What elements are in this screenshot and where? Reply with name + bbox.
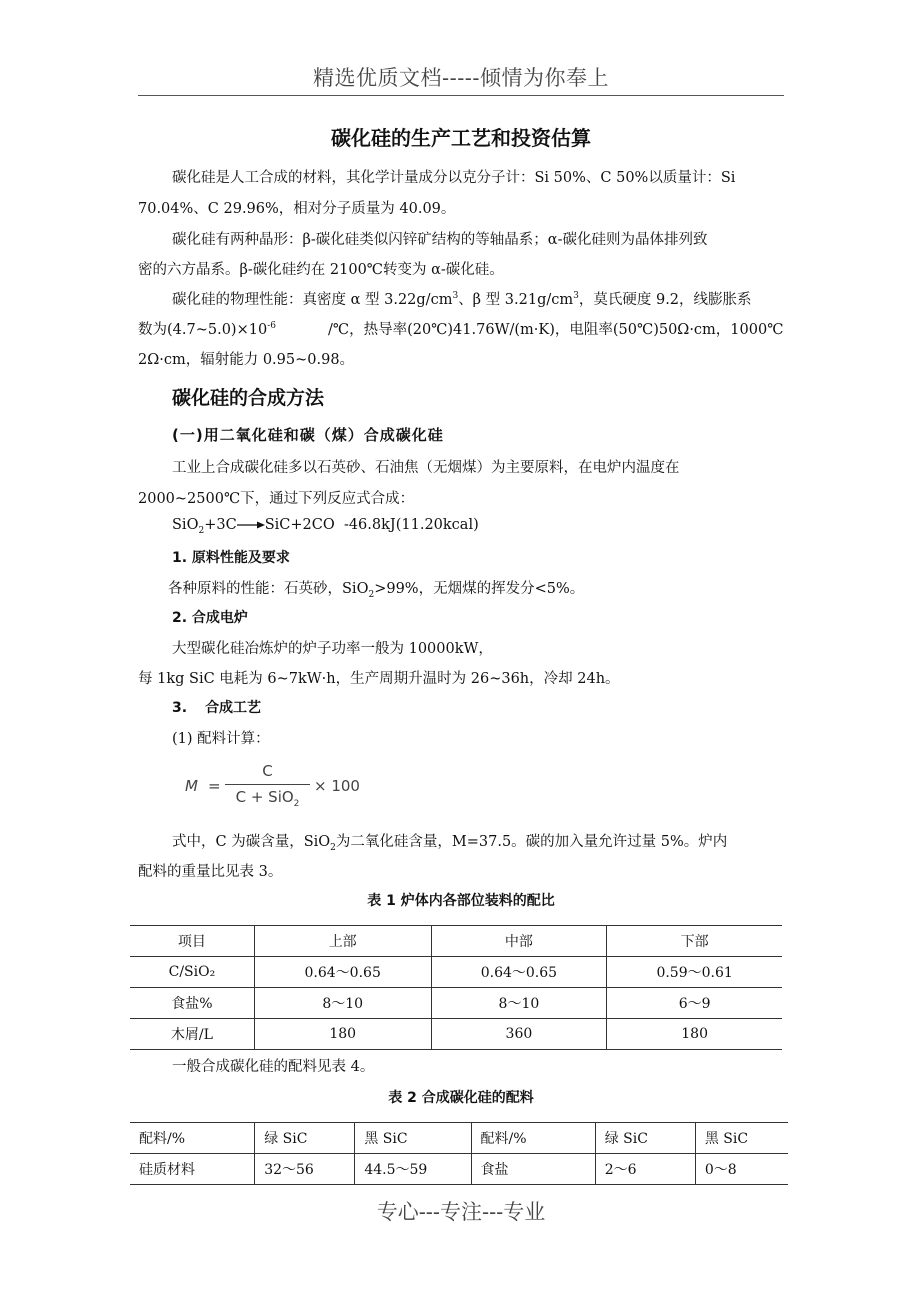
- item3-sub1: (1) 配料计算：: [172, 731, 270, 747]
- formula-denominator: C + SiO$_2$: [235, 788, 300, 809]
- table-cell: 0.59～0.61: [607, 957, 782, 988]
- table-cell: 180: [607, 1019, 782, 1050]
- para3-line3: 2Ω·cm，辐射能力 0.95~0.98。: [138, 352, 355, 368]
- table-cell: 木屑/L: [130, 1019, 254, 1050]
- subsection-title: (一)用二氧化硅和碳（煤）合成碳化硅: [172, 426, 444, 444]
- formula-equals: =: [208, 777, 221, 795]
- section-title: 碳化硅的合成方法: [172, 387, 325, 409]
- table-cell: 黑 SiC: [355, 1123, 471, 1154]
- para1-line1: 碳化硅是人工合成的材料，其化学计量成分以克分子计：Si 50%、C 50%以质量计：Si: [172, 170, 736, 186]
- item2-line2: 每 1kg SiC 电耗为 6~7kW·h，生产周期升温时为 26~36h，冷却 24h。: [138, 671, 620, 687]
- table-header-row: [130, 1123, 788, 1154]
- table-row: [130, 957, 782, 988]
- table-cell: 0～8: [695, 1154, 788, 1185]
- table-cell: 0.64～0.65: [431, 957, 607, 988]
- table-cell: 8～10: [254, 988, 431, 1019]
- table-cell: 绿 SiC: [595, 1123, 695, 1154]
- table-cell: 下部: [607, 926, 782, 957]
- para3-line1: 碳化硅的物理性能：真密度 α 型 $3.22g/cm^3$、β 型 $3.21g/cm^3$，莫氏硬度 9.2，线膨胀系: [172, 291, 752, 308]
- table-cell: C/SiO₂: [130, 957, 254, 988]
- table2: [130, 1122, 788, 1185]
- para4-line1: 工业上合成碳化硅多以石英砂、石油焦（无烟煤）为主要原料，在电炉内温度在: [172, 460, 680, 476]
- table-header-row: [130, 926, 782, 957]
- table-cell: 6～9: [607, 988, 782, 1019]
- item2-heading: 2. 合成电炉: [172, 610, 248, 626]
- table-row: [130, 988, 782, 1019]
- page-footer: 专心---专注---专业: [376, 1200, 546, 1224]
- item1-heading: 1. 原料性能及要求: [172, 550, 290, 566]
- table-cell: 32～56: [255, 1154, 355, 1185]
- table-cell: 食盐: [471, 1154, 595, 1185]
- table-cell: 中部: [431, 926, 607, 957]
- para4-line2: 2000~2500℃下，通过下列反应式合成：: [138, 491, 415, 507]
- para6: 一般合成碳化硅的配料见表 4。: [172, 1059, 375, 1075]
- table-cell: 8～10: [431, 988, 607, 1019]
- ratio-formula: [180, 760, 380, 812]
- para2-line2: 密的六方晶系。β-碳化硅约在 2100℃转变为 α-碳化硅。: [138, 262, 504, 278]
- page-header: 精选优质文档-----倾情为你奉上: [313, 66, 609, 90]
- para3-line2: 数为$(4.7\sim 5.0)\times 10^{-6}$ /℃，热导率(20℃)41.76W/(m·K)，电阻率(50℃)50Ω·cm，1000℃: [138, 321, 784, 338]
- para2-line1: 碳化硅有两种晶形：β-碳化硅类似闪锌矿结构的等轴晶系；α-碳化硅则为晶体排列致: [172, 232, 708, 248]
- table-cell: 黑 SiC: [695, 1123, 788, 1154]
- table2-caption: 表 2 合成碳化硅的配料: [388, 1090, 534, 1106]
- document-title: 碳化硅的生产工艺和投资估算: [331, 126, 591, 150]
- table-cell: 0.64～0.65: [254, 957, 431, 988]
- table1: [130, 925, 782, 1050]
- formula-lhs: M: [185, 777, 198, 795]
- table-cell: 项目: [130, 926, 254, 957]
- table-cell: 44.5～59: [355, 1154, 471, 1185]
- para5-line1: 式中，C 为碳含量，SiO$_2$为二氧化硅含量，M=37.5。碳的加入量允许过量 5%。炉内: [172, 834, 728, 853]
- table1-caption: 表 1 炉体内各部位装料的配比: [367, 893, 555, 909]
- table-cell: 180: [254, 1019, 431, 1050]
- table-cell: 硅质材料: [130, 1154, 255, 1185]
- item1-text: 各种原料的性能：石英砂，SiO$_2$>99%，无烟煤的挥发分<5%。: [168, 581, 585, 600]
- reaction-equation: SiO$_2$+3C SiC+2CO -46.8kJ(11.20kcal): [172, 517, 479, 536]
- table-cell: 360: [431, 1019, 607, 1050]
- formula-fraction-bar: [225, 784, 310, 785]
- item2-line1: 大型碳化硅冶炼炉的炉子功率一般为 10000kW，: [172, 641, 493, 657]
- header-rule: [138, 95, 784, 96]
- table-cell: 2～6: [595, 1154, 695, 1185]
- para5-line2: 配料的重量比见表 3。: [138, 864, 283, 880]
- table-cell: 配料/%: [471, 1123, 595, 1154]
- table-row: [130, 1154, 788, 1185]
- table-cell: 上部: [254, 926, 431, 957]
- table-cell: 绿 SiC: [255, 1123, 355, 1154]
- table-cell: 食盐%: [130, 988, 254, 1019]
- reaction-arrow-icon: [237, 520, 265, 530]
- item3-heading: 3. 合成工艺: [172, 700, 262, 716]
- formula-multiplier: × 100: [314, 777, 360, 795]
- table-cell: 配料/%: [130, 1123, 255, 1154]
- para1-line2: 70.04%、C 29.96%，相对分子质量为 40.09。: [138, 201, 456, 217]
- table-row: [130, 1019, 782, 1050]
- formula-numerator: C: [262, 762, 273, 780]
